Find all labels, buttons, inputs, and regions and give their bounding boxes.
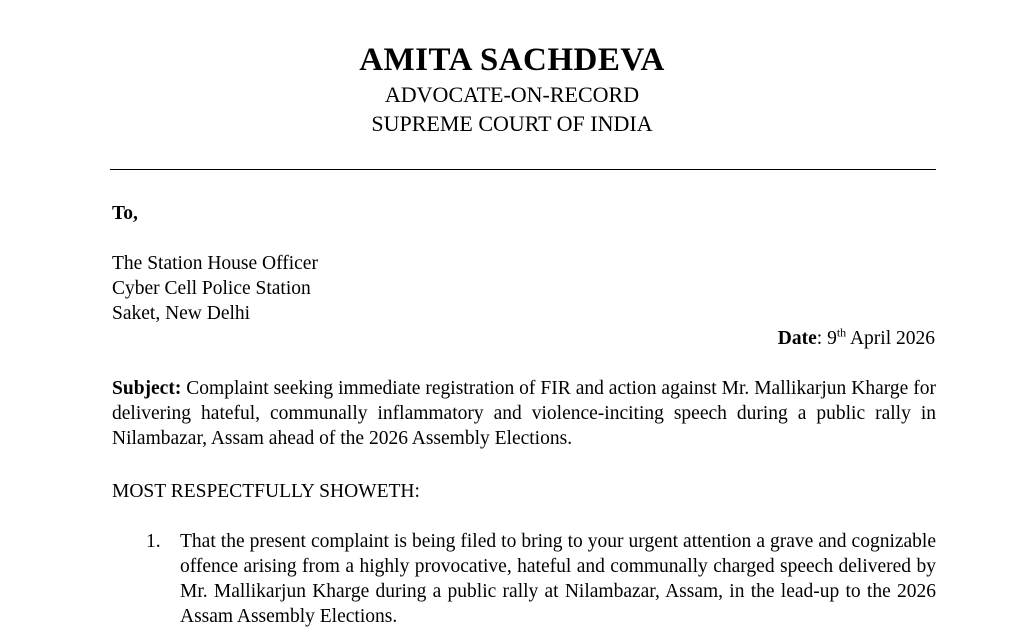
subject-label: Subject: bbox=[112, 378, 182, 399]
addressee-line-3: Saket, New Delhi bbox=[112, 303, 251, 324]
addressee-block bbox=[112, 251, 318, 326]
letterhead bbox=[0, 40, 1024, 138]
addressee-line-2: Cyber Cell Police Station bbox=[112, 278, 311, 299]
advocate-designation: ADVOCATE-ON-RECORD bbox=[384, 82, 640, 107]
court-name: SUPREME COURT OF INDIA bbox=[371, 111, 653, 136]
opening-heading: MOST RESPECTFULLY SHOWETH: bbox=[112, 481, 420, 502]
paragraph-number: 1. bbox=[146, 531, 161, 552]
date-day-suffix: th bbox=[836, 325, 847, 340]
date-month-year: April 2026 bbox=[846, 328, 935, 349]
subject-paragraph bbox=[112, 376, 936, 451]
salutation: To, bbox=[112, 203, 138, 224]
paragraph-text: That the present complaint is being filed to bring to your urgent attention a grave and cognizable offence arising from a highly provocative, hateful and communally charged speech delivered by Mr. Mallikarjun Kharge during a public rally at Nilambazar, Assam, in the lead-up to the 2026 Assam Assembly Elections. bbox=[180, 531, 936, 627]
advocate-name: AMITA SACHDEVA bbox=[359, 42, 665, 78]
letterhead-divider bbox=[110, 169, 936, 170]
date-label: Date bbox=[777, 328, 817, 349]
date-separator: : bbox=[816, 328, 828, 349]
addressee-line-1: The Station House Officer bbox=[112, 253, 318, 274]
date-day: 9 bbox=[827, 328, 837, 349]
subject-text: Complaint seeking immediate registration of FIR and action against Mr. Mallikarjun Kharge for delivering hateful, communally inflammatory and violence-inciting speech during a public rally in Nilambazar, Assam ahead of the 2026 Assembly Elections. bbox=[112, 378, 936, 449]
date-line bbox=[778, 326, 935, 351]
